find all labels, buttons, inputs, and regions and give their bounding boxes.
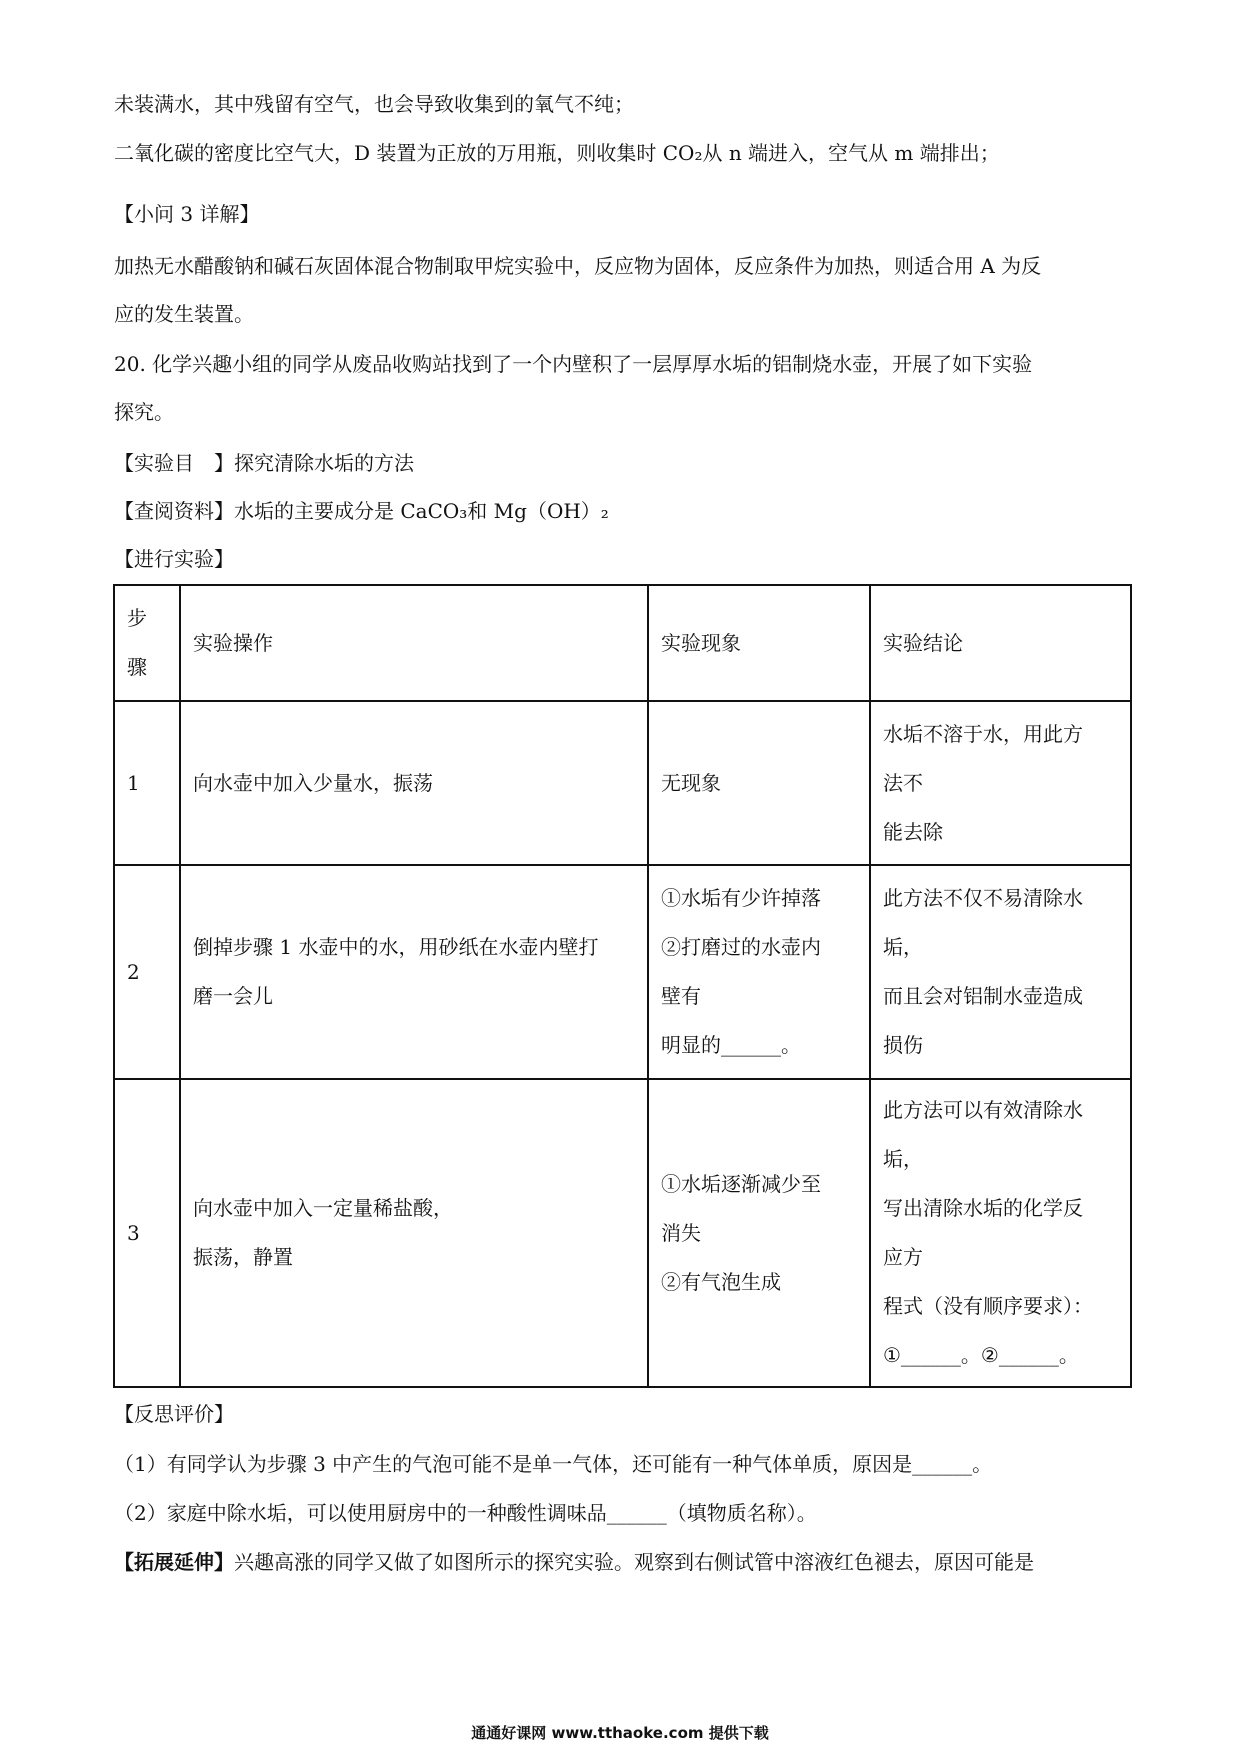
reflection-heading: 【反思评价】 — [114, 1402, 234, 1426]
cell-line: 能去除 — [883, 819, 943, 844]
cell-line: 无现象 — [661, 770, 721, 795]
paragraph-4: 应的发生装置。 — [114, 302, 254, 326]
cell-line: 倒掉步骤 1 水壶中的水，用砂纸在水壶内壁打 — [193, 935, 599, 959]
experiment-goal: 【实验目 】探究清除水垢的方法 — [114, 451, 414, 475]
cell-line: 明显的______。 — [661, 1033, 801, 1057]
operation-cell — [180, 701, 648, 865]
cell-line: 写出清除水垢的化学反 — [883, 1196, 1083, 1220]
table-row — [114, 1079, 1131, 1387]
reference-info: 【查阅资料】水垢的主要成分是 CaCO₃和 Mg（OH）₂ — [114, 499, 609, 523]
page-footer: 通通好课网 www.tthaoke.com 提供下载 — [471, 1724, 769, 1742]
step-cell: 1 — [114, 701, 180, 865]
cell-line: 振荡，静置 — [193, 1245, 293, 1269]
operation-cell — [180, 1079, 648, 1387]
cell-line: ①水垢逐渐减少至 — [661, 1171, 821, 1196]
conduct-experiment-heading: 【进行实验】 — [114, 547, 234, 571]
cell-line: 损伤 — [883, 1033, 923, 1057]
cell-line: ②有气泡生成 — [661, 1269, 781, 1294]
paragraph-1: 未装满水，其中残留有空气，也会导致收集到的氧气不纯； — [114, 92, 634, 116]
question-20: 20. 化学兴趣小组的同学从废品收购站找到了一个内壁积了一层厚厚水垢的铝制烧水壶，开展了如下实验 — [114, 352, 1033, 376]
table-header-row — [114, 585, 1131, 701]
cell-line: 消失 — [661, 1220, 701, 1245]
cell-line: 此方法可以有效清除水 — [883, 1098, 1083, 1122]
cell-line: 程式（没有顺序要求）： — [883, 1294, 1093, 1318]
cell-line: 水垢不溶于水，用此方 — [883, 721, 1083, 746]
conclusion-cell — [870, 701, 1131, 865]
header-step — [114, 585, 180, 701]
experiment-table — [113, 584, 1132, 1388]
phenomenon-cell — [648, 701, 870, 865]
paragraph-2: 二氧化碳的密度比空气大，D 装置为正放的万用瓶，则收集时 CO₂从 n 端进入，空气从 m 端排出； — [114, 141, 1000, 165]
paragraph-3: 加热无水醋酸钠和碱石灰固体混合物制取甲烷实验中，反应物为固体，反应条件为加热，则适合用 A 为反 — [114, 254, 1042, 278]
step-cell: 2 — [114, 865, 180, 1079]
table-row — [114, 701, 1131, 865]
phenomenon-cell — [648, 1079, 870, 1387]
cell-line: 向水壶中加入少量水，振荡 — [193, 770, 433, 795]
cell-line: 垢， — [883, 1147, 923, 1171]
cell-line: 磨一会儿 — [193, 984, 273, 1008]
conclusion-cell — [870, 865, 1131, 1079]
cell-line: 应方 — [883, 1245, 923, 1269]
phenomenon-cell — [648, 865, 870, 1079]
cell-line: 此方法不仅不易清除水 — [883, 886, 1083, 910]
cell-line: 法不 — [883, 770, 923, 795]
cell-line: 垢， — [883, 935, 923, 959]
cell-line: ②打磨过的水壶内 — [661, 935, 821, 959]
reflection-question-2: （2）家庭中除水垢，可以使用厨房中的一种酸性调味品______（填物质名称）。 — [114, 1501, 817, 1525]
cell-line: ①水垢有少许掉落 — [661, 886, 821, 910]
header-operation: 实验操作 — [180, 585, 648, 701]
header-step-line: 骤 — [127, 655, 147, 679]
extension-text: 兴趣高涨的同学又做了如图所示的探究实验。观察到右侧试管中溶液红色褪去，原因可能是 — [234, 1550, 1034, 1574]
section-heading-q3: 【小问 3 详解】 — [114, 202, 260, 226]
extension-label: 【拓展延伸】 — [114, 1550, 234, 1574]
table-row — [114, 865, 1131, 1079]
header-step-line: 步 — [127, 606, 147, 630]
header-conclusion: 实验结论 — [870, 585, 1131, 701]
operation-cell — [180, 865, 648, 1079]
step-cell: 3 — [114, 1079, 180, 1387]
conclusion-cell — [870, 1079, 1131, 1387]
cell-line: 向水壶中加入一定量稀盐酸， — [193, 1196, 453, 1220]
cell-line: 而且会对铝制水壶造成 — [883, 984, 1083, 1008]
header-phenomenon: 实验现象 — [648, 585, 870, 701]
cell-line: 壁有 — [661, 984, 701, 1008]
extension-paragraph — [114, 1538, 1130, 1587]
question-20-cont: 探究。 — [114, 400, 174, 424]
cell-line: ①______。②______。 — [883, 1343, 1079, 1367]
reflection-question-1: （1）有同学认为步骤 3 中产生的气泡可能不是单一气体，还可能有一种气体单质，原因是______。 — [114, 1452, 993, 1476]
